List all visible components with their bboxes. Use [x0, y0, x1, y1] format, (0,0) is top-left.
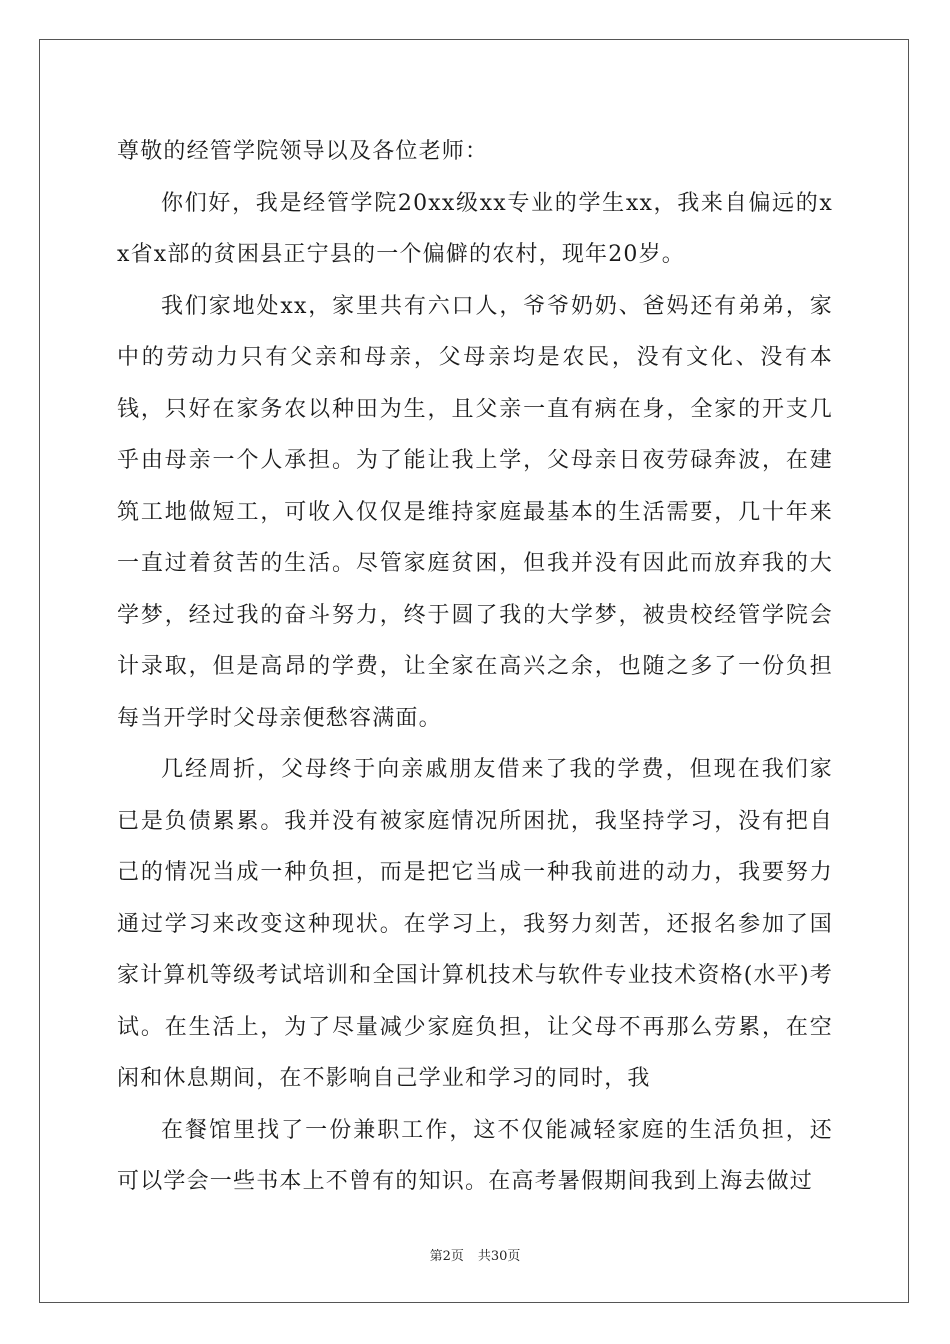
paragraph-work: 在餐馆里找了一份兼职工作，这不仅能减轻家庭的生活负担，还可以学会一些书本上不曾有的知识。在高考暑假期间我到上海去做过: [117, 1117, 833, 1194]
paragraph-study: 几经周折，父母终于向亲戚朋友借来了我的学费，但现在我们家已是负债累累。我并没有被家庭情况所困扰，我坚持学习，没有把自己的情况当成一种负担，而是把它当成一种我前进的动力，我要努力通过学习来改变这种现状。在学习上，我努力刻苦，还报名参加了国家计算机等级考试培训和全国计算机技术与软件专业技术资格(水平)考试。在生活上，为了尽量减少家庭负担，让父母不再那么劳累，在空闲和休息期间，在不影响自己学业和学习的同时，我: [117, 757, 833, 1091]
paragraph-family: 我们家地处xx，家里共有六口人，爷爷奶奶、爸妈还有弟弟，家中的劳动力只有父亲和母亲，父母亲均是农民，没有文化、没有本钱，只好在家务农以种田为生，且父亲一直有病在身，全家的开支几乎由母亲一个人承担。为了能让我上学，父母亲日夜劳碌奔波，在建筑工地做短工，可收入仅仅是维持家庭最基本的生活需要，几十年来一直过着贫苦的生活。尽管家庭贫困，但我并没有因此而放弃我的大学梦，经过我的奋斗努力，终于圆了我的大学梦，被贵校经管学院会计录取，但是高昂的学费，让全家在高兴之余，也随之多了一份负担每当开学时父母亲便愁容满面。: [117, 293, 833, 731]
total-pages: 共30页: [477, 1249, 521, 1264]
page-footer: [0, 1245, 950, 1264]
document-body: [117, 126, 833, 1208]
page-number: 第2页: [429, 1249, 464, 1264]
paragraph-intro: 你们好，我是经管学院20xx级xx专业的学生xx，我来自偏远的xx省x部的贫困县正宁县的一个偏僻的农村，现年20岁。: [117, 190, 833, 267]
salutation: 尊敬的经管学院领导以及各位老师：: [117, 139, 489, 164]
